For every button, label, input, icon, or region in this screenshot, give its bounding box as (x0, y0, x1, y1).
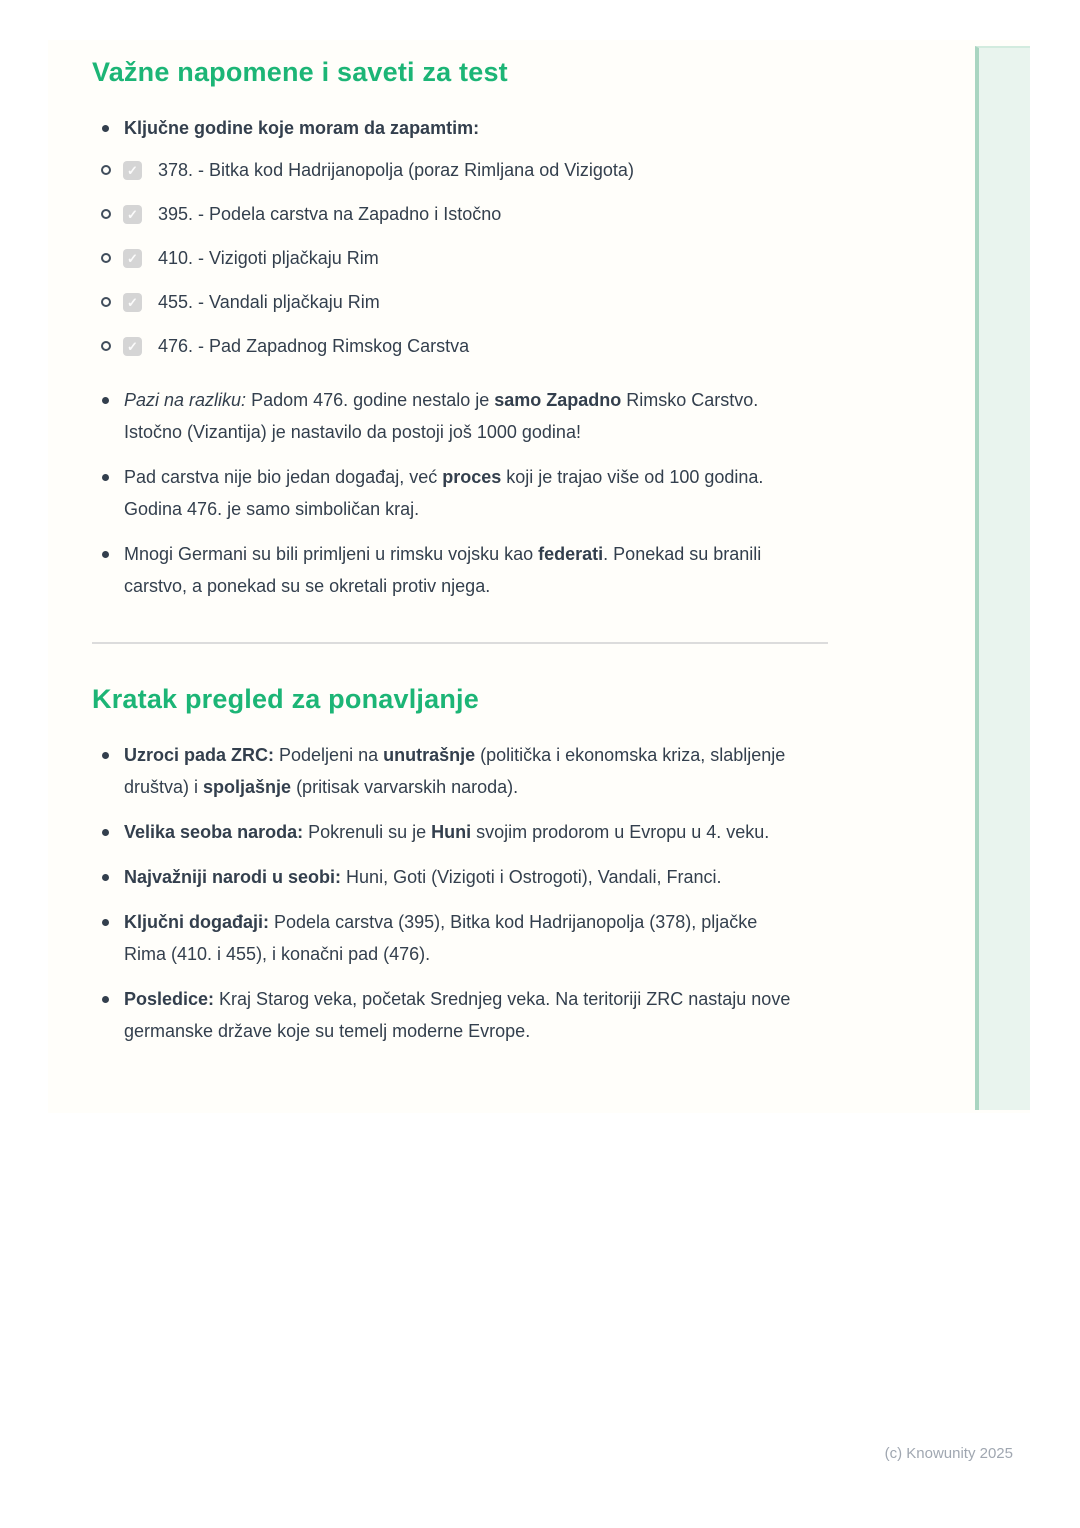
note-item-text: Pad carstva nije bio jedan događaj, već proces koji je trajao više od 100 godina. Godina 476. je samo simboličan kraj. (124, 467, 764, 519)
circle-bullet-icon (101, 209, 111, 219)
note-item-text: Mnogi Germani su bili primljeni u rimsku vojsku kao federati. Ponekad su branili carstvo, a ponekad su se okretali protiv njega. (124, 544, 762, 596)
key-years-intro-item (92, 112, 797, 144)
checklist-item (92, 246, 878, 270)
checklist-item-label: 410. - Vizigoti pljačkaju Rim (158, 248, 379, 268)
checklist-item (92, 334, 878, 358)
review-item (92, 816, 802, 848)
notes-page-card (48, 40, 1030, 1113)
review-item-text: Uzroci pada ZRC: Podeljeni na unutrašnje (politička i ekonomska kriza, slabljenje društva) i spoljašnje (pritisak varvarskih naroda). (124, 745, 786, 797)
review-item-text: Najvažniji narodi u seobi: Huni, Goti (Vizigoti i Ostrogoti), Vandali, Franci. (124, 867, 722, 887)
note-item (92, 538, 797, 602)
checklist-item-label: 395. - Podela carstva na Zapadno i Istočno (158, 204, 502, 224)
review-list (92, 739, 878, 1047)
review-item (92, 906, 802, 970)
circle-bullet-icon (101, 253, 111, 263)
circle-bullet-icon (101, 297, 111, 307)
section-title-notes: Važne napomene i saveti za test (92, 57, 508, 87)
circle-bullet-icon (101, 341, 111, 351)
checklist-item (92, 202, 878, 226)
checklist-item (92, 158, 878, 182)
page-content (48, 40, 878, 1047)
checklist-item-label: 455. - Vandali pljačkaju Rim (158, 292, 380, 312)
review-item (92, 739, 802, 803)
checklist-item-label: 378. - Bitka kod Hadrijanopolja (poraz Rimljana od Vizigota) (158, 160, 634, 180)
copyright-footer: (c) Knowunity 2025 (884, 1445, 1013, 1462)
note-item-text: Pazi na razliku: Padom 476. godine nestalo je samo Zapadno Rimsko Carstvo. Istočno (Vizantija) je nastavilo da postoji još 1000 godina! (124, 390, 759, 442)
note-item (92, 384, 797, 448)
review-item (92, 861, 802, 893)
key-years-label: Ključne godine koje moram da zapamtim: (124, 118, 480, 138)
key-years-checklist (92, 158, 878, 358)
section-divider (92, 642, 828, 644)
checklist-item (92, 290, 878, 314)
checklist-item-label: 476. - Pad Zapadnog Rimskog Carstva (158, 336, 470, 356)
checkbox-checked-icon[interactable]: ✓ (123, 205, 142, 224)
page-edge-strip (975, 46, 1030, 1110)
review-item-text: Posledice: Kraj Starog veka, početak Srednjeg veka. Na teritoriji ZRC nastaju nove germanske države koje su temelj moderne Evrope. (124, 989, 791, 1041)
checkbox-checked-icon[interactable]: ✓ (123, 249, 142, 268)
notes-list (92, 384, 878, 602)
section-title-review: Kratak pregled za ponavljanje (92, 684, 479, 714)
checkbox-checked-icon[interactable]: ✓ (123, 293, 142, 312)
review-item (92, 983, 802, 1047)
review-item-text: Ključni događaji: Podela carstva (395), Bitka kod Hadrijanopolja (378), pljačke Rima (410. i 455), i konačni pad (476). (124, 912, 758, 964)
note-item (92, 461, 797, 525)
review-item-text: Velika seoba naroda: Pokrenuli su je Huni svojim prodorom u Evropu u 4. veku. (124, 822, 770, 842)
checkbox-checked-icon[interactable]: ✓ (123, 161, 142, 180)
circle-bullet-icon (101, 165, 111, 175)
checkbox-checked-icon[interactable]: ✓ (123, 337, 142, 356)
